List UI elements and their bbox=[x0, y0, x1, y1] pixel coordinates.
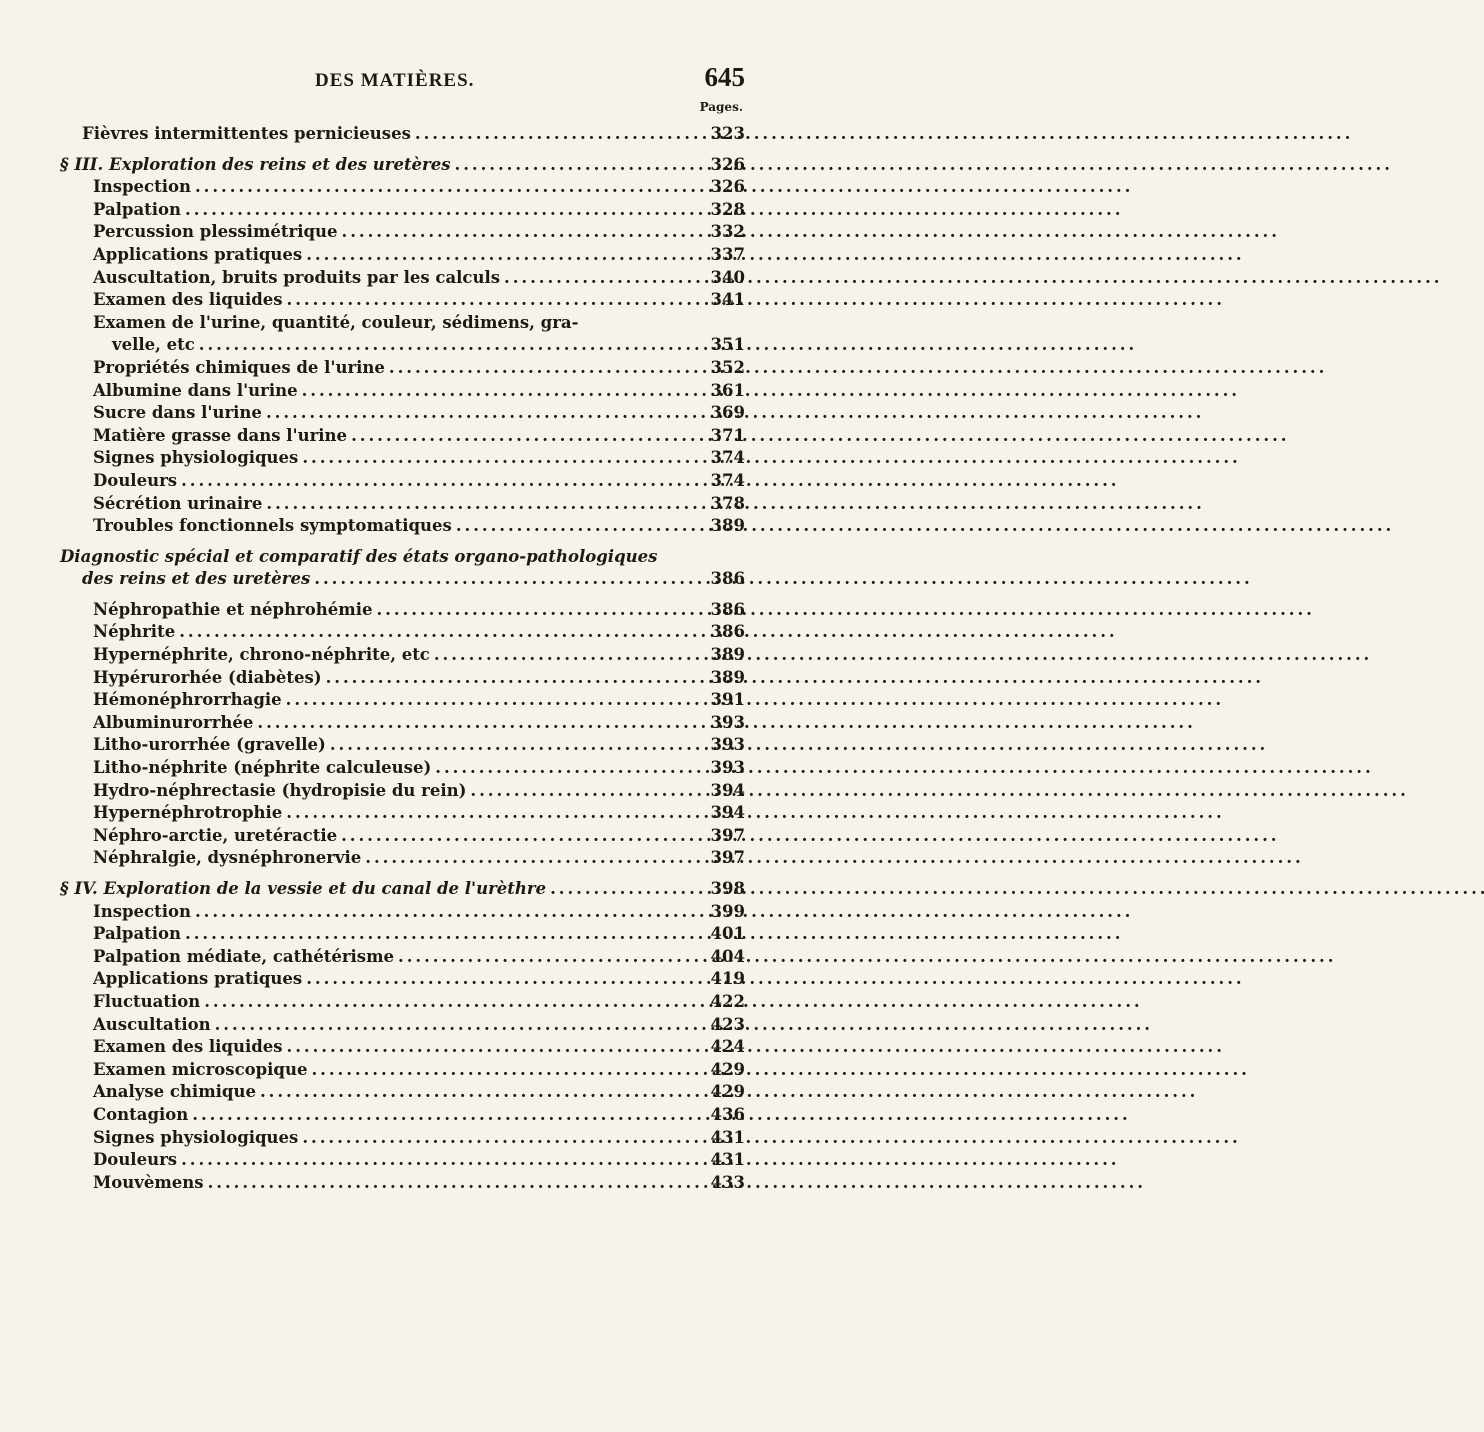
dot-leader bbox=[311, 1059, 701, 1082]
dot-leader bbox=[266, 402, 701, 425]
toc-entry bbox=[60, 176, 745, 199]
toc-entry bbox=[60, 644, 745, 667]
toc-entry bbox=[60, 802, 745, 825]
toc-entry-title: Signes physiologiques bbox=[93, 1127, 299, 1147]
toc-entry-page: 352 bbox=[710, 357, 745, 377]
toc-entry-page: 393 bbox=[710, 712, 745, 732]
toc-entry bbox=[60, 1172, 745, 1195]
dot-leader bbox=[455, 154, 701, 177]
toc-entry bbox=[60, 712, 745, 735]
toc-entry-page: 393 bbox=[710, 735, 745, 755]
running-title: DES MATIÈRES. bbox=[315, 70, 475, 91]
dot-leader bbox=[314, 568, 701, 591]
toc-entry-page: 397 bbox=[710, 848, 745, 868]
toc-entry-title: Troubles fonctionnels symptomatiques bbox=[93, 516, 452, 536]
toc-entry-page: 341 bbox=[710, 290, 745, 310]
dot-leader bbox=[195, 901, 701, 924]
toc-entry bbox=[60, 847, 745, 870]
toc-entry-title: Auscultation, bruits produits par les calculs bbox=[93, 267, 501, 287]
toc-entry-page: 394 bbox=[710, 803, 745, 823]
toc-entry-title: Fluctuation bbox=[93, 991, 201, 1011]
dot-leader bbox=[287, 289, 701, 312]
toc-entry-title: Litho-urorrhée (gravelle) bbox=[93, 735, 326, 755]
dot-leader bbox=[389, 357, 701, 380]
toc-entry-page: 323 bbox=[710, 124, 745, 143]
dot-leader bbox=[199, 334, 701, 357]
toc-entry bbox=[60, 357, 745, 380]
toc-entry-title: Auscultation bbox=[93, 1014, 211, 1034]
toc-entry-page: 332 bbox=[710, 222, 745, 242]
toc-entry-page: 419 bbox=[710, 969, 745, 989]
toc-entry bbox=[60, 780, 745, 803]
toc-entry-title: Albumine dans l'urine bbox=[93, 380, 298, 400]
dot-leader bbox=[302, 1127, 701, 1150]
dot-leader bbox=[326, 667, 701, 690]
toc-entry-page: 351 bbox=[710, 335, 745, 355]
toc-entry-page: 394 bbox=[710, 780, 745, 800]
dot-leader bbox=[266, 493, 701, 516]
toc-entry-title: Mouvèmens bbox=[93, 1172, 204, 1192]
toc-entry-page: 391 bbox=[710, 690, 745, 710]
dot-leader bbox=[286, 802, 701, 825]
toc-entry-title: Inspection bbox=[93, 177, 191, 197]
toc-entry-title: Inspection bbox=[93, 901, 191, 921]
toc-entry-title: Examen microscopique bbox=[93, 1059, 308, 1079]
toc-entry-page: 374 bbox=[710, 470, 745, 490]
section-gap bbox=[60, 146, 745, 154]
toc-entry-title: Néphralgie, dysnéphronervie bbox=[93, 848, 362, 868]
dot-leader bbox=[398, 946, 701, 969]
dot-leader bbox=[215, 1014, 701, 1037]
toc-entry bbox=[60, 734, 745, 757]
toc-entry bbox=[60, 923, 745, 946]
toc-entry bbox=[60, 599, 745, 622]
toc-entry-title: Percussion plessimétrique bbox=[93, 222, 338, 242]
toc-entry bbox=[60, 1149, 745, 1172]
toc-entry-page: 369 bbox=[710, 403, 745, 423]
toc-entry-title: Hémonéphrorrhagie bbox=[93, 690, 282, 710]
toc-entry bbox=[60, 757, 745, 780]
toc-entry-title: Applications pratiques bbox=[93, 969, 303, 989]
toc-entry-title: Hydro-néphrectasie (hydropisie du rein) bbox=[93, 780, 467, 800]
toc-entry-page: 361 bbox=[710, 380, 745, 400]
toc-entry bbox=[60, 123, 745, 146]
toc-entry bbox=[60, 546, 745, 569]
toc-entry-page: 393 bbox=[710, 758, 745, 778]
dot-leader bbox=[365, 847, 701, 870]
toc-entry-page: 389 bbox=[710, 645, 745, 665]
toc-entry-title: Litho-néphrite (néphrite calculeuse) bbox=[93, 758, 432, 778]
dot-leader bbox=[351, 425, 701, 448]
toc-entry-title: Signes physiologiques bbox=[93, 448, 299, 468]
toc-entry-title: Contagion bbox=[93, 1104, 189, 1124]
toc-entry-title: Hypérurorhée (diabètes) bbox=[93, 667, 322, 687]
dot-leader bbox=[181, 470, 701, 493]
toc-entry bbox=[60, 825, 745, 848]
toc-entry bbox=[60, 470, 745, 493]
dot-leader bbox=[470, 780, 701, 803]
dot-leader bbox=[302, 380, 701, 403]
section-gap bbox=[60, 538, 745, 546]
toc-entry bbox=[60, 946, 745, 969]
toc-entry-title: Hypernéphrite, chrono-néphrite, etc bbox=[93, 645, 430, 665]
dot-leader bbox=[208, 1172, 701, 1195]
toc-entry-title: Néphropathie et néphrohémie bbox=[93, 599, 373, 619]
toc-entry bbox=[60, 1081, 745, 1104]
dot-leader bbox=[306, 968, 701, 991]
toc-entry-page: 429 bbox=[710, 1059, 745, 1079]
toc-entry bbox=[60, 244, 745, 267]
toc-entry bbox=[60, 267, 745, 290]
toc-entry-page: 340 bbox=[710, 267, 745, 287]
toc-entry bbox=[60, 991, 745, 1014]
toc-entry-title: velle, etc bbox=[112, 335, 195, 355]
dot-leader bbox=[415, 123, 701, 146]
toc-entry bbox=[60, 493, 745, 516]
toc-entry-title: Examen de l'urine, quantité, couleur, sédimens, gra- bbox=[93, 312, 579, 332]
toc-entry bbox=[60, 221, 745, 244]
toc-entry-page: 326 bbox=[710, 154, 745, 174]
toc-entry-title: Hypernéphrotrophie bbox=[93, 803, 283, 823]
dot-leader bbox=[179, 621, 701, 644]
toc-entry bbox=[60, 689, 745, 712]
toc-entry-page: 386 bbox=[710, 569, 745, 589]
dot-leader bbox=[341, 825, 701, 848]
toc-entry-title: Néphro-arctie, uretéractie bbox=[93, 825, 338, 845]
dot-leader bbox=[435, 757, 701, 780]
dot-leader bbox=[181, 1149, 701, 1172]
toc-entry bbox=[60, 334, 745, 357]
toc-entry-page: 389 bbox=[710, 516, 745, 536]
section-gap bbox=[60, 591, 745, 599]
page-header bbox=[60, 0, 745, 114]
toc-entry-page: 399 bbox=[710, 901, 745, 921]
toc-entry bbox=[60, 901, 745, 924]
dot-leader bbox=[185, 923, 701, 946]
dot-leader bbox=[456, 515, 701, 538]
toc-entry-page: 326 bbox=[710, 177, 745, 197]
toc-entry-page: 423 bbox=[710, 1014, 745, 1034]
toc-entry bbox=[60, 1127, 745, 1150]
toc-entry-page: 386 bbox=[710, 622, 745, 642]
dot-leader bbox=[257, 712, 701, 735]
toc-entry-title: Néphrite bbox=[93, 622, 176, 642]
toc-entry-title: Palpation bbox=[93, 924, 182, 944]
dot-leader bbox=[302, 447, 701, 470]
toc-entry-title: Sécrétion urinaire bbox=[93, 493, 263, 513]
toc-entry-title: Albuminurorrhée bbox=[93, 712, 254, 732]
section-gap bbox=[60, 870, 745, 878]
toc-entry-title: Propriétés chimiques de l'urine bbox=[93, 357, 385, 377]
toc-entry-title: Douleurs bbox=[93, 1150, 178, 1170]
toc-entry bbox=[60, 447, 745, 470]
dot-leader bbox=[504, 267, 701, 290]
toc-entry-page: 371 bbox=[710, 425, 745, 445]
toc-entry-title: Analyse chimique bbox=[93, 1082, 256, 1102]
toc-entry bbox=[60, 1059, 745, 1082]
toc-entry bbox=[60, 1104, 745, 1127]
toc-entry bbox=[60, 402, 745, 425]
toc-entry-page: 398 bbox=[710, 879, 745, 898]
toc-entry-title: Fièvres intermittentes pernicieuses bbox=[82, 124, 411, 143]
toc-entry-page: 374 bbox=[710, 448, 745, 468]
toc-entry-page: 401 bbox=[710, 924, 745, 944]
dot-leader bbox=[192, 1104, 701, 1127]
toc-entry bbox=[60, 425, 745, 448]
dot-leader bbox=[286, 689, 701, 712]
toc-entry-page: 337 bbox=[710, 244, 745, 264]
toc-entry-title: § IV. Exploration de la vessie et du canal de l'urèthre bbox=[60, 879, 547, 898]
toc-entry-title: § III. Exploration des reins et des uretères bbox=[60, 154, 451, 174]
toc-entry-title: Palpation bbox=[93, 199, 182, 219]
pages-column-label: Pages. bbox=[699, 100, 743, 114]
dot-leader bbox=[204, 991, 701, 1014]
toc-entry-title: Palpation médiate, cathétérisme bbox=[93, 946, 395, 966]
toc-entry-page: 429 bbox=[710, 1082, 745, 1102]
toc-entry-page: 422 bbox=[710, 991, 745, 1011]
book-page bbox=[60, 0, 745, 1192]
page-number: 645 bbox=[704, 62, 745, 92]
dot-leader bbox=[342, 221, 701, 244]
toc-entry bbox=[60, 515, 745, 538]
toc-entry bbox=[60, 154, 745, 177]
toc-entry-page: 436 bbox=[710, 1104, 745, 1124]
toc-entry bbox=[60, 1036, 745, 1059]
dot-leader bbox=[287, 1036, 701, 1059]
toc-entry-title: Examen des liquides bbox=[93, 290, 283, 310]
toc-entry-page: 397 bbox=[710, 825, 745, 845]
dot-leader bbox=[185, 199, 701, 222]
toc-entry bbox=[60, 968, 745, 991]
dot-leader bbox=[260, 1081, 701, 1104]
toc-entry-title: Matière grasse dans l'urine bbox=[93, 425, 348, 445]
toc-entry-title: Applications pratiques bbox=[93, 244, 303, 264]
toc-entry-page: 433 bbox=[710, 1172, 745, 1192]
toc-entry bbox=[60, 621, 745, 644]
toc-entry-page: 386 bbox=[710, 599, 745, 619]
toc-entry bbox=[60, 667, 745, 690]
toc-entry-page: 431 bbox=[710, 1150, 745, 1170]
toc-entry-title: Sucre dans l'urine bbox=[93, 403, 262, 423]
toc-entry-page: 424 bbox=[710, 1037, 745, 1057]
toc-entry bbox=[60, 380, 745, 403]
dot-leader bbox=[306, 244, 701, 267]
toc-entry-page: 389 bbox=[710, 667, 745, 687]
toc-entry-title: des reins et des uretères bbox=[82, 569, 311, 589]
dot-leader bbox=[376, 599, 701, 622]
toc-entry bbox=[60, 199, 745, 222]
toc-entry-page: 328 bbox=[710, 199, 745, 219]
toc-entry bbox=[60, 289, 745, 312]
toc-entry bbox=[60, 312, 745, 335]
toc-entry bbox=[60, 568, 745, 591]
toc-entry-page: 378 bbox=[710, 493, 745, 513]
toc-entry-title: Diagnostic spécial et comparatif des états organo-pathologiques bbox=[60, 546, 658, 566]
table-of-contents bbox=[60, 123, 745, 1194]
toc-entry-page: 404 bbox=[710, 946, 745, 966]
toc-entry bbox=[60, 1014, 745, 1037]
dot-leader bbox=[195, 176, 701, 199]
toc-entry-title: Douleurs bbox=[93, 470, 178, 490]
dot-leader bbox=[330, 734, 701, 757]
toc-entry bbox=[60, 878, 745, 901]
dot-leader bbox=[434, 644, 701, 667]
toc-entry-title: Examen des liquides bbox=[93, 1037, 283, 1057]
toc-entry-page: 431 bbox=[710, 1127, 745, 1147]
dot-leader bbox=[550, 878, 701, 901]
